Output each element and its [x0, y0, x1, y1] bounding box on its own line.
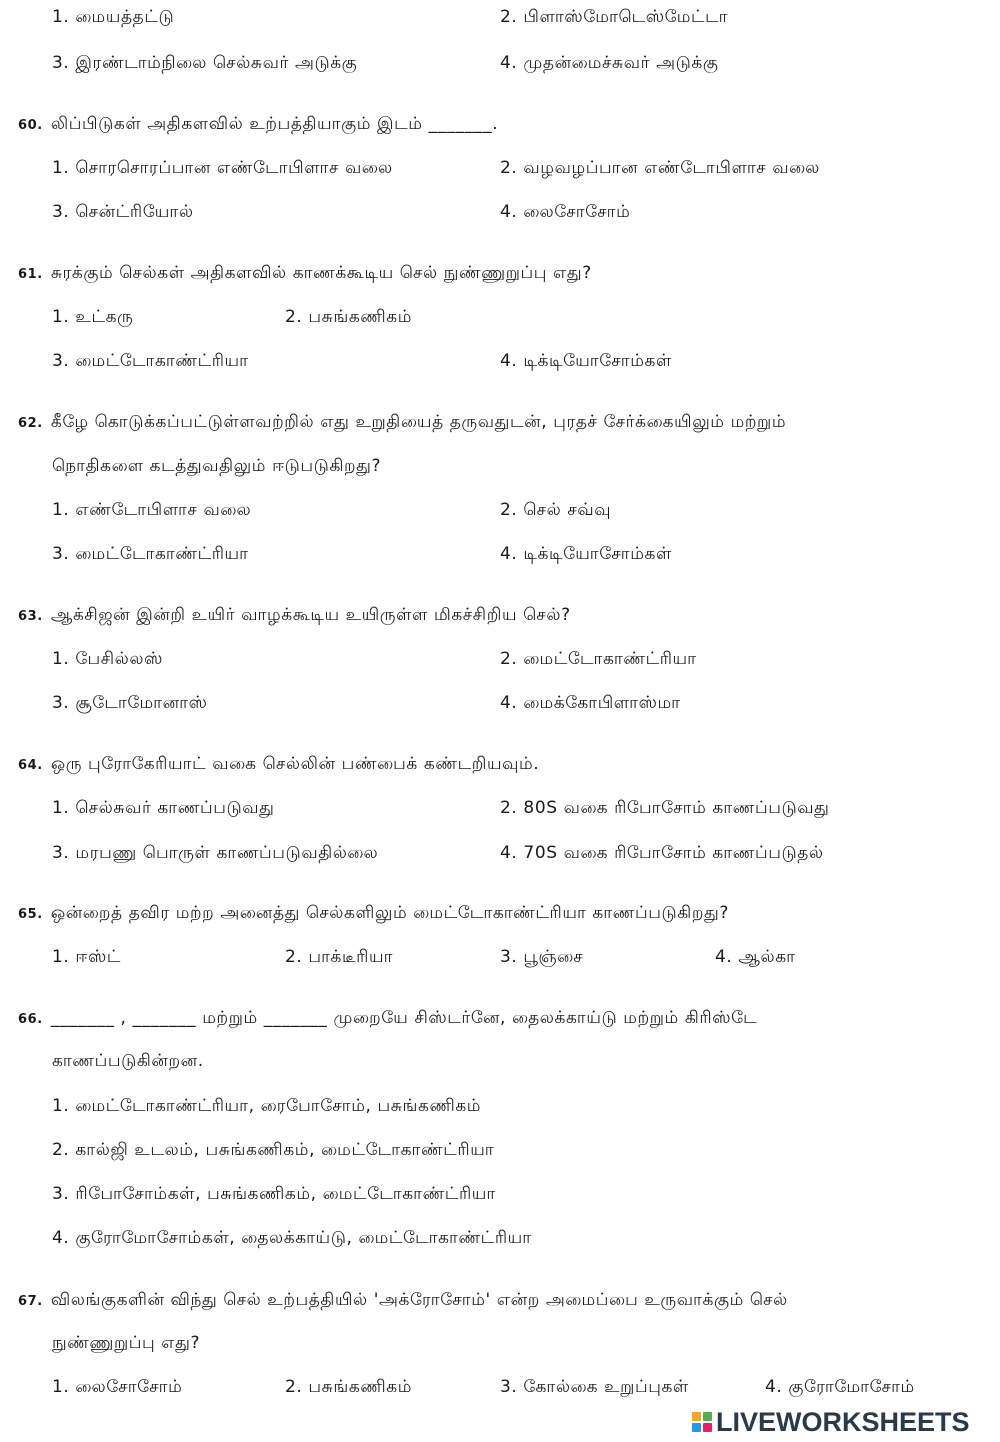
- question-66: [18, 1007, 978, 1031]
- question-number: 65.: [18, 907, 43, 922]
- option-2: 2. மைட்டோகாண்ட்ரியா: [500, 649, 697, 669]
- option-2: 2. பாக்டீரியா: [285, 947, 394, 967]
- option-4: 4. லைசோசோம்: [500, 202, 631, 222]
- option-1: 1. மையத்தட்டு: [52, 7, 175, 27]
- question-number: 66.: [18, 1012, 43, 1027]
- liveworksheets-logo-text: LIVEWORKSHEETS: [716, 1406, 970, 1437]
- question-60: [18, 113, 498, 137]
- option-4: 4. 70S வகை ரிபோசோம் காணப்படுதல்: [500, 843, 824, 863]
- option-4: 4. டிக்டியோசோம்கள்: [500, 351, 672, 371]
- option-3: 3. ரிபோசோம்கள், பசுங்கணிகம், மைட்டோகாண்ட்ரியா: [52, 1184, 496, 1204]
- question-number: 62.: [18, 416, 43, 431]
- option-1: 1. செல்சுவர் காணப்படுவது: [52, 798, 275, 818]
- question-text-cont: காணப்படுகின்றன.: [52, 1051, 204, 1071]
- option-3: 3. கோல்கை உறுப்புகள்: [500, 1377, 689, 1397]
- question-67: [18, 1289, 978, 1313]
- option-1: 1. உட்கரு: [52, 307, 134, 327]
- question-62: [18, 411, 978, 435]
- option-4: 4. டிக்டியோசோம்கள்: [500, 544, 672, 564]
- option-4: 4. முதன்மைச்சுவர் அடுக்கு: [500, 53, 719, 73]
- option-3: 3. சூடோமோனாஸ்: [52, 693, 208, 713]
- question-text: கீழே கொடுக்கப்பட்டுள்ளவற்றில் எது உறுதியைத் தருவதுடன், புரதச் சேர்க்கையிலும் மற்றும்: [50, 412, 787, 432]
- option-2: 2. 80S வகை ரிபோசோம் காணப்படுவது: [500, 798, 830, 818]
- option-3: 3. மைட்டோகாண்ட்ரியா: [52, 351, 249, 371]
- question-text-cont: நொதிகளை கடத்துவதிலும் ஈடுபடுகிறது?: [52, 456, 382, 476]
- option-3: 3. மைட்டோகாண்ட்ரியா: [52, 544, 249, 564]
- question-65: [18, 902, 729, 926]
- question-number: 64.: [18, 758, 43, 773]
- option-4: 4. ஆல்கா: [715, 947, 796, 967]
- option-1: 1. லைசோசோம்: [52, 1377, 183, 1397]
- question-text: _______ , _______ மற்றும் _______ முறையே சிஸ்டர்னே, தைலக்காய்டு மற்றும் கிரிஸ்டே: [50, 1008, 758, 1028]
- liveworksheets-logo-icon: [692, 1412, 712, 1432]
- option-4: 4. குரோமோசோம்: [765, 1377, 915, 1397]
- question-text: லிப்பிடுகள் அதிகளவில் உற்பத்தியாகும் இடம் _______.: [50, 114, 499, 134]
- option-3: 3. பூஞ்சை: [500, 947, 584, 967]
- option-4: 4. மைக்கோபிளாஸ்மா: [500, 693, 681, 713]
- question-number: 67.: [18, 1294, 43, 1309]
- question-text: ஆக்சிஜன் இன்றி உயிர் வாழக்கூடிய உயிருள்ள மிகச்சிறிய செல்?: [50, 605, 571, 625]
- option-1: 1. ஈஸ்ட்: [52, 947, 122, 967]
- option-4: 4. குரோமோசோம்கள், தைலக்காய்டு, மைட்டோகாண்ட்ரியா: [52, 1228, 532, 1248]
- option-2: 2. வழவழப்பான எண்டோபிளாச வலை: [500, 158, 820, 178]
- option-2: 2. பிளாஸ்மோடெஸ்மேட்டா: [500, 7, 729, 27]
- question-64: [18, 753, 539, 777]
- option-3: 3. மரபணு பொருள் காணப்படுவதில்லை: [52, 843, 379, 863]
- option-3: 3. இரண்டாம்நிலை செல்சுவர் அடுக்கு: [52, 53, 358, 73]
- option-3: 3. சென்ட்ரியோல்: [52, 202, 194, 222]
- option-2: 2. கால்ஜி உடலம், பசுங்கணிகம், மைட்டோகாண்ட்ரியா: [52, 1140, 495, 1160]
- option-2: 2. பசுங்கணிகம்: [285, 1377, 412, 1397]
- liveworksheets-logo: [692, 1408, 970, 1436]
- question-61: [18, 262, 592, 286]
- question-number: 60.: [18, 118, 43, 133]
- question-text-cont: நுண்ணுறுப்பு எது?: [52, 1333, 201, 1353]
- question-text: ஒன்றைத் தவிர மற்ற அனைத்து செல்களிலும் மைட்டோகாண்ட்ரியா காணப்படுகிறது?: [50, 903, 729, 923]
- question-number: 63.: [18, 609, 43, 624]
- option-2: 2. பசுங்கணிகம்: [285, 307, 412, 327]
- option-2: 2. செல் சவ்வு: [500, 500, 612, 520]
- question-text: ஒரு புரோகேரியாட் வகை செல்லின் பண்பைக் கண்டறியவும்.: [50, 754, 540, 774]
- question-text: சுரக்கும் செல்கள் அதிகளவில் காணக்கூடிய செல் நுண்ணுறுப்பு எது?: [50, 263, 592, 283]
- question-text: விலங்குகளின் விந்து செல் உற்பத்தியில் 'அக்ரோசோம்' என்ற அமைப்பை உருவாக்கும் செல்: [50, 1290, 788, 1310]
- option-1: 1. எண்டோபிளாச வலை: [52, 500, 252, 520]
- question-number: 61.: [18, 267, 43, 282]
- question-63: [18, 604, 571, 628]
- option-1: 1. மைட்டோகாண்ட்ரியா, ரைபோசோம், பசுங்கணிகம்: [52, 1096, 482, 1116]
- option-1: 1. பேசில்லஸ்: [52, 649, 163, 669]
- option-1: 1. சொரசொரப்பான எண்டோபிளாச வலை: [52, 158, 393, 178]
